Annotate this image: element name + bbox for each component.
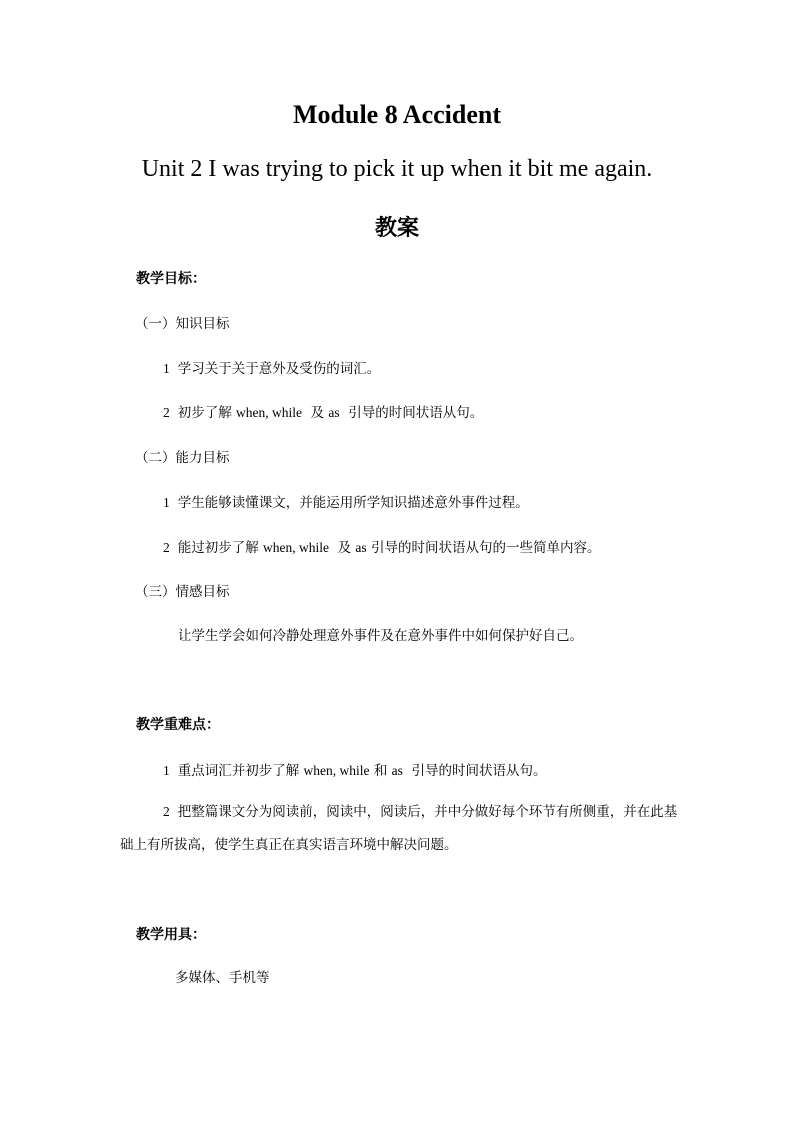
item-text-pre: 初步了解 — [177, 405, 237, 421]
ability-item-2 — [163, 536, 600, 556]
item-text-latin: when, while — [236, 405, 303, 420]
unit-subtitle: Unit 2 I was trying to pick it up when it bit me again. — [141, 156, 653, 182]
item-text-pre: 重点词汇并初步了解 — [177, 763, 304, 779]
item-text: 把整篇课文分为阅读前，阅读中，阅读后，并中分做好每个环节有所侧重，并在此基础上有所拔高，使学生真正在真实语言环境中解决问题。 — [120, 804, 678, 853]
item-text-mid: 及 — [302, 405, 329, 421]
ability-item-1 — [163, 491, 529, 511]
item-text: 学习关于关于意外及受伤的词汇。 — [177, 361, 381, 377]
item-text-latin: as — [391, 763, 403, 778]
item-text-latin: when, while — [303, 763, 370, 778]
item-text-mid: 及 — [329, 540, 356, 556]
item-number: 1 — [163, 495, 170, 510]
item-number: 2 — [163, 804, 170, 819]
tools-heading: 教学用具： — [136, 927, 206, 943]
item-text-mid: 和 — [369, 763, 392, 779]
item-text-latin: as — [355, 540, 367, 555]
key-point-item-2 — [120, 795, 680, 862]
knowledge-item-2 — [163, 401, 483, 421]
item-text-latin: when, while — [263, 540, 330, 555]
item-text-latin: as — [328, 405, 340, 420]
document-title: Module 8 Accident — [293, 100, 501, 129]
item-number: 1 — [163, 361, 170, 376]
item-text: 学生能够读懂课文，并能运用所学知识描述意外事件过程。 — [177, 495, 529, 511]
item-number: 2 — [163, 405, 170, 420]
item-text-post: 引导的时间状语从句。 — [402, 763, 547, 779]
emotion-objectives-label: （三）情感目标 — [135, 584, 230, 600]
tools-text: 多媒体、手机等 — [175, 970, 270, 986]
emotion-objective-text: 让学生学会如何冷静处理意外事件及在意外事件中如何保护好自己。 — [178, 628, 583, 644]
key-points-heading: 教学重难点： — [136, 717, 220, 733]
item-number: 2 — [163, 540, 170, 555]
document-type-heading: 教案 — [374, 215, 419, 241]
item-number: 1 — [163, 763, 170, 778]
ability-objectives-label: （二）能力目标 — [135, 450, 230, 466]
knowledge-objectives-label: （一）知识目标 — [135, 316, 230, 332]
objectives-heading: 教学目标： — [136, 271, 206, 287]
item-text-pre: 能过初步了解 — [177, 540, 264, 556]
knowledge-item-1 — [163, 357, 380, 377]
key-point-item-1 — [163, 759, 546, 779]
item-text-post: 引导的时间状语从句。 — [339, 405, 484, 421]
item-text-post: 引导的时间状语从句的一些简单内容。 — [366, 540, 601, 556]
